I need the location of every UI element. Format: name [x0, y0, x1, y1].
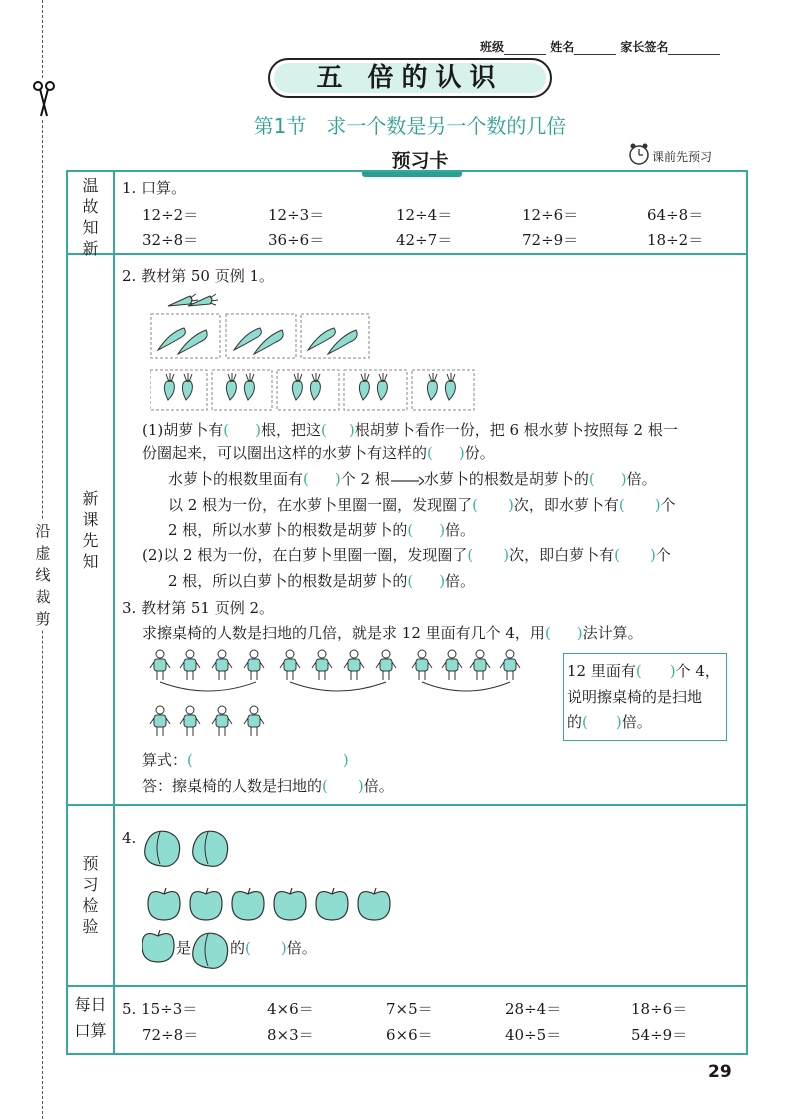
- q1-item: 12÷6＝: [522, 206, 579, 224]
- name-field[interactable]: [574, 42, 616, 55]
- q1-item: 12÷4＝: [396, 206, 453, 224]
- q3-answer: 答：擦桌椅的人数是扫地的( )倍。: [142, 777, 394, 795]
- clock-icon: [626, 141, 652, 167]
- q1-item: 42÷7＝: [396, 231, 453, 249]
- q1-item: 12÷3＝: [268, 206, 325, 224]
- q5-item: 72÷8＝: [142, 1026, 199, 1044]
- q2-p1-line1: (1)胡萝卜有( )根，把这( )根胡萝卜看作一份，把 6 根水萝卜按照每 2 根一: [142, 421, 678, 439]
- name-label: 姓名: [550, 40, 575, 54]
- row-label-new: 新 课 先 知: [82, 489, 99, 571]
- q5-item: 18÷6＝: [631, 1000, 688, 1018]
- page-number: 29: [708, 1062, 732, 1082]
- q1-title: 1. 口算。: [122, 179, 187, 197]
- q2-p2-line2: 2 根，所以白萝卜的根数是胡萝卜的( )倍。: [168, 572, 476, 590]
- unit-title: 五 倍的认识: [316, 63, 504, 93]
- q1-item: 12÷2＝: [142, 206, 199, 224]
- row-label-check: 预 习 检 验: [82, 854, 99, 936]
- class-field[interactable]: [504, 42, 546, 55]
- q5-item: 28÷4＝: [505, 1000, 562, 1018]
- q2-title: 2. 教材第 50 页例 1。: [122, 267, 275, 285]
- peach-icon: [193, 933, 228, 968]
- q1-item: 36÷6＝: [268, 231, 325, 249]
- q5-item: 7×5＝: [386, 1000, 433, 1018]
- child-figure-icon: [150, 650, 264, 680]
- q3-line1: 求擦桌椅的人数是扫地的几倍，就是求 12 里面有几个 4，用( )法计算。: [142, 624, 643, 642]
- row-label-review: 温 故 知 新: [82, 176, 99, 258]
- peach-icon: [193, 831, 228, 866]
- q5-item: 54÷9＝: [631, 1026, 688, 1044]
- scissors-icon: [33, 78, 55, 118]
- apple-icon: [148, 888, 390, 920]
- q5-item: 4×6＝: [267, 1000, 314, 1018]
- row-divider: [66, 253, 748, 255]
- vegetables-illustration: [150, 288, 480, 414]
- child-figure-icon: [280, 650, 396, 680]
- q3-hint-line3: 的( )倍。: [567, 713, 652, 731]
- q1-item: 72÷9＝: [522, 231, 579, 249]
- section-title: 第1节 求一个数是另一个数的几倍: [253, 114, 567, 138]
- parent-sign-field[interactable]: [668, 42, 720, 55]
- peach-icon: [145, 831, 180, 866]
- q2-p2-line1: (2)以 2 根为一份，在白萝卜里圈一圈，发现圈了( )次，即白萝卜有( )个: [142, 546, 671, 564]
- q4-sentence-2: 的( )倍。: [230, 939, 317, 957]
- parent-sign-label: 家长签名: [620, 40, 669, 54]
- children-illustration: [146, 646, 530, 744]
- q2-p1-line4: 以 2 根为一份，在水萝卜里圈一圈，发现圈了( )次，即水萝卜有( )个: [168, 496, 676, 514]
- label-column-divider: [113, 170, 115, 1055]
- q3-hint-line1: 12 里面有( )个 4，: [567, 662, 720, 680]
- child-figure-icon: [412, 650, 520, 680]
- row-divider: [66, 804, 748, 806]
- q4-sentence-1: 是: [176, 939, 192, 957]
- radish-group: [158, 328, 357, 354]
- preview-tag: 课前先预习: [652, 150, 713, 164]
- q5-item: 40÷5＝: [505, 1026, 562, 1044]
- q3-title: 3. 教材第 51 页例 2。: [122, 599, 275, 617]
- q1-item: 64÷8＝: [647, 206, 704, 224]
- q1-item: 32÷8＝: [142, 231, 199, 249]
- q5-item: 5. 15÷3＝: [122, 1000, 198, 1018]
- cut-label: 沿 虚 线 裁 剪: [35, 522, 51, 628]
- q1-item: 18÷2＝: [647, 231, 704, 249]
- q2-p1-line3: 水萝卜的根数里面有( )个 2 根 水萝卜的根数是胡萝卜的( )倍。: [168, 470, 657, 488]
- q5-item: 6×6＝: [386, 1026, 433, 1044]
- row-label-daily: 每日 口算: [74, 995, 107, 1040]
- row-divider: [66, 985, 748, 987]
- q2-p1-line5: 2 根，所以水萝卜的根数是胡萝卜的( )倍。: [168, 521, 476, 539]
- q2-p1-line2: 份圈起来，可以圈出这样的水萝卜有这样的( )份。: [142, 444, 495, 462]
- apple-icon: [142, 930, 174, 962]
- q3-hint-line2: 说明擦桌椅的是扫地: [567, 688, 703, 706]
- child-figure-icon: [150, 706, 264, 736]
- q4-title: 4.: [122, 829, 137, 847]
- q3-formula: 算式：( ): [142, 751, 349, 769]
- card-title: 预习卡: [391, 150, 449, 172]
- q5-item: 8×3＝: [267, 1026, 314, 1044]
- class-label: 班级: [480, 40, 505, 54]
- header-info: [480, 38, 720, 55]
